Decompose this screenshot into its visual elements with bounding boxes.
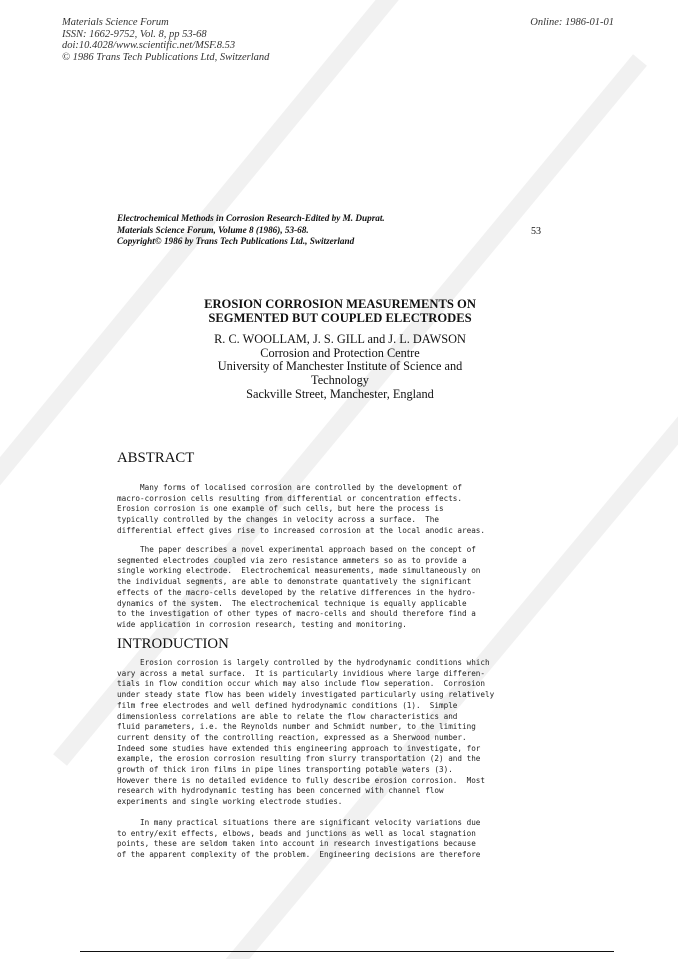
affiliation-line: University of Manchester Institute of Science and: [217, 359, 463, 374]
book-title-line: Electrochemical Methods in Corrosion Research-Edited by M. Duprat.: [117, 213, 385, 223]
bottom-rule: [80, 951, 614, 952]
online-date: Online: 1986-01-01: [530, 17, 614, 28]
journal-info: [62, 17, 269, 63]
introduction-paragraph: In many practical situations there are significant velocity variations due to entry/exit effects, elbows, beads and junctions as well as local stagnation points, these are seldom taken into account in research investigations because of the apparent complexity of the problem. Engineering decisions are therefore: [117, 818, 481, 860]
book-copyright-line: Copyright© 1986 by Trans Tech Publications Ltd., Switzerland: [117, 236, 355, 246]
journal-copyright: © 1986 Trans Tech Publications Ltd, Switzerland: [62, 51, 270, 63]
abstract-paragraph: The paper describes a novel experimental approach based on the concept of segmented electrodes coupled via zero resistance ammeters so as to provide a single working electrode. Electrochemical measurements, made simultaneously on the individual segments, are able to demonstrate quantatively the significant effects of the macro-cells developed by the relative differences in the hydro- dynamics of the system. The electrochemical technique is equally applicable to the investigation of other types of macro-cells and should therefore find a wide application in corrosion research, testing and monitoring.: [117, 545, 481, 629]
affiliation-line: Technology: [311, 373, 369, 388]
journal-issn: ISSN: 1662-9752, Vol. 8, pp 53-68: [62, 28, 207, 40]
journal-doi: doi:10.4028/www.scientific.net/MSF.8.53: [62, 40, 236, 51]
title-line: SEGMENTED BUT COUPLED ELECTRODES: [208, 310, 472, 325]
author-names: R. C. WOOLLAM, J. S. GILL and J. L. DAWSON: [214, 332, 466, 346]
introduction-paragraph: Erosion corrosion is largely controlled by the hydrodynamic conditions which vary across a metal surface. It is particularly invidious where large differen- tials in flow condition occur which may also include flow seperation. Corrosion under steady state flow has been widely investigated particularly using relatively film free electrodes and well defined hydrodynamic conditions (1). Simple dimensionless correlations are able to relate the flow characteristics and fluid parameters, i.e. the Reynolds number and Schmidt number, to the limiting current density of the controlling reaction, expressed as a Sherwood number. Indeed some studies have extended this engineering approach to investigate, for example, the erosion corrosion resulting from slurry transportation (2) and the growth of thick iron films in pipe lines transporting potable waters (3). However there is no detailed evidence to fully describe erosion corrosion. Most research with hydrodynamic testing has been concerned with channel flow experiments and single working electrode studies.: [117, 658, 495, 807]
book-info: [117, 213, 385, 248]
abstract-paragraph: Many forms of localised corrosion are controlled by the development of macro-corrosion cells resulting from differential or concentration effects. Erosion corrosion is one example of such cells, but here the process is typically controlled by the changes in velocity across a surface. The differential effect gives rise to increased corrosion at the local anodic areas.: [117, 483, 486, 535]
article-title: [150, 298, 530, 325]
book-volume-line: Materials Science Forum, Volume 8 (1986), 53-68.: [117, 224, 309, 235]
affiliation-line: Corrosion and Protection Centre: [260, 345, 420, 360]
page-number: 53: [531, 226, 541, 237]
title-line: EROSION CORROSION MEASUREMENTS ON: [204, 297, 476, 311]
address-line: Sackville Street, Manchester, England: [246, 386, 434, 401]
author-block: [150, 333, 530, 402]
introduction-heading: INTRODUCTION: [117, 636, 229, 652]
journal-name: Materials Science Forum: [62, 17, 169, 28]
abstract-heading: ABSTRACT: [117, 450, 195, 466]
